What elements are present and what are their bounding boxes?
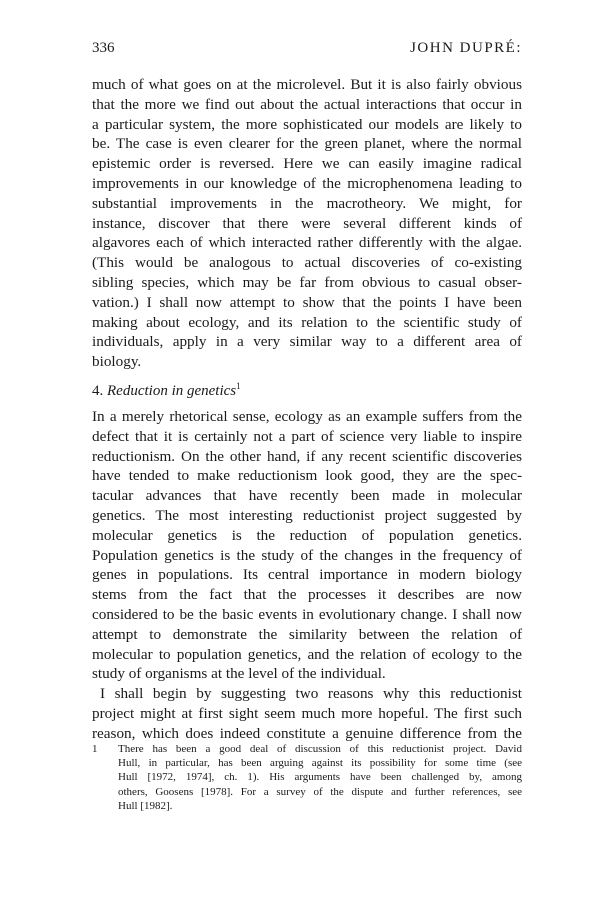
text-line: reason, which does indeed constitute a genuine difference from the xyxy=(92,724,522,742)
section-title: Reduction in genetics xyxy=(107,383,237,399)
text-line: genes in populations. Its central importance in modern biology xyxy=(92,566,522,584)
text-line: genetics. The most interesting reductionist project suggested by xyxy=(92,506,522,524)
paragraph-continued xyxy=(92,75,522,372)
text-line: defect that it is certainly not a part of science very liable to inspire xyxy=(92,427,522,445)
footnote-line: There has been a good deal of discussion of this reductionist project. David xyxy=(118,743,522,755)
text-line: molecular genetics is the reduction of population genetics. xyxy=(92,526,522,544)
text-line: stems from the fact that the processes it describes are now xyxy=(92,586,522,604)
text-line: have tended to make reductionism look good, they are the spec- xyxy=(92,467,522,485)
text-line: making about ecology, and its relation to the scientific study of xyxy=(92,313,522,331)
text-line: I shall begin by suggesting two reasons why this reductionist xyxy=(100,685,522,703)
footnote-line: Hull, in particular, has been arguing against its possibility for some time (see xyxy=(118,757,522,770)
text-line: a particular system, the more sophisticated our models are likely to xyxy=(92,115,522,133)
text-line: sibling species, which may be far from obvious to casual obser- xyxy=(92,273,522,291)
text-line: individuals, apply in a very similar way to a different area of xyxy=(92,333,522,351)
text-line: algavores each of which interacted rather differently with the algae. xyxy=(92,234,522,252)
text-line: study of organisms at the level of the individual. xyxy=(92,665,386,683)
footnote-line: Hull [1982]. xyxy=(118,799,173,812)
text-line: substantial improvements in the macrotheory. We might, for xyxy=(92,194,522,212)
text-line: molecular to population genetics, and the relation of ecology to the xyxy=(92,645,522,663)
running-head: JOHN DUPRÉ: xyxy=(410,40,522,56)
text-line: epistemic order is reversed. Here we can easily imagine radical xyxy=(92,155,522,173)
footnote-text xyxy=(118,742,522,813)
page-header xyxy=(92,40,522,60)
text-line: tacular advances that have recently been made in molecular xyxy=(92,487,522,505)
text-line: reductionism. On the other hand, if any recent scientific discoveries xyxy=(92,447,522,465)
text-line: improvements in our knowledge of the microphenomena leading to xyxy=(92,174,522,192)
footnote-marker: 1 xyxy=(92,743,98,755)
text-line: (This would be analogous to actual discoveries of co-existing xyxy=(92,254,522,272)
text-line: considered to be the basic events in evolutionary change. I shall now xyxy=(92,605,522,623)
section-heading xyxy=(92,381,241,400)
text-line: project might at first sight seem much more hopeful. The first such xyxy=(92,704,522,722)
footnote-line: Hull [1972, 1974], ch. 1). His arguments have been challenged by, among xyxy=(118,771,522,784)
text-line: that the more we find out about the actual interactions that occur in xyxy=(92,95,522,113)
footnote xyxy=(92,742,522,813)
page-number: 336 xyxy=(92,40,115,56)
section-body xyxy=(92,407,522,744)
text-line: In a merely rhetorical sense, ecology as an example suffers from the xyxy=(92,408,522,425)
text-line: be. The case is even clearer for the green planet, where the normal xyxy=(92,135,522,153)
footnote-line: others, Goosens [1978]. For a survey of the dispute and further references, see xyxy=(118,785,522,798)
text-line: biology. xyxy=(92,353,142,371)
text-line: much of what goes on at the microlevel. But it is also fairly obvious xyxy=(92,76,522,93)
text-line: attempt to demonstrate the similarity between the relation of xyxy=(92,625,522,643)
text-line: vation.) I shall now attempt to show that the points I have been xyxy=(92,293,522,311)
footnote-reference: 1 xyxy=(236,381,241,391)
text-line: instance, discover that there were several different kinds of xyxy=(92,214,522,232)
text-line: Population genetics is the study of the changes in the frequency of xyxy=(92,546,522,564)
section-number: 4. xyxy=(92,383,104,399)
